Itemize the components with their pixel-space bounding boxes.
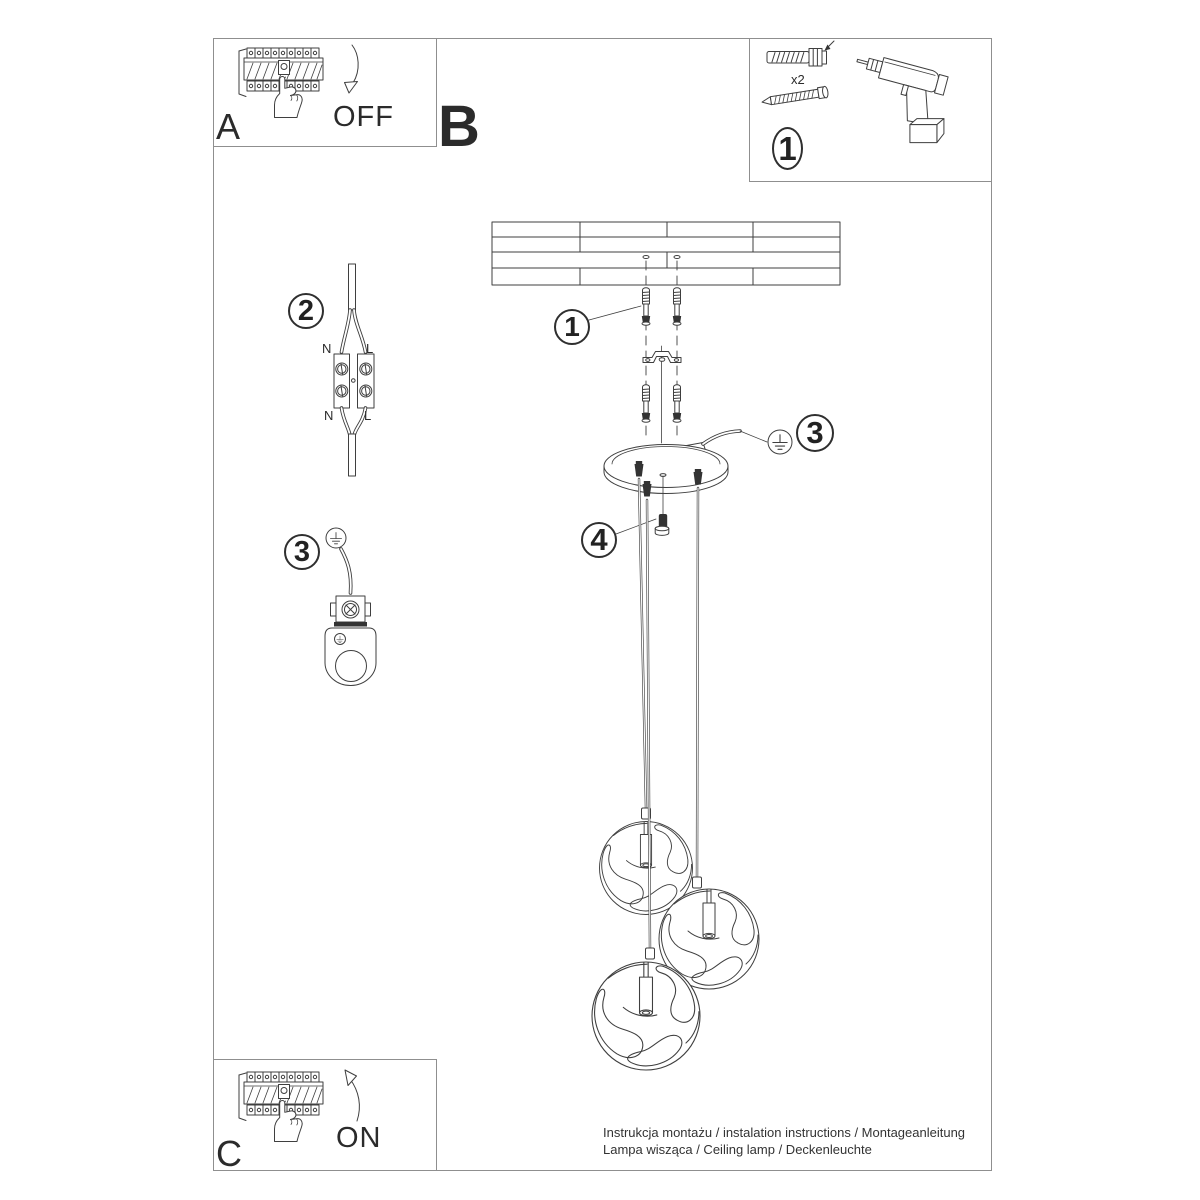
callout-3-grounding: 3 — [284, 534, 320, 570]
terminal-n-bottom-label: N — [324, 408, 334, 423]
cord-stopper-icon — [655, 514, 669, 535]
step-a-label: A — [216, 106, 241, 147]
terminal-l-top-label: L — [366, 341, 374, 356]
ceiling — [492, 222, 840, 285]
step-c-action-label: ON — [336, 1122, 382, 1154]
callout-3-canopy: 3 — [796, 414, 834, 452]
canopy-ground-wire — [703, 430, 792, 454]
mounting-bracket-icon — [643, 352, 681, 363]
callout-1-screws: 1 — [554, 309, 590, 345]
terminal-n-top-label: N — [322, 341, 332, 356]
anchor-quantity-label: x2 — [791, 72, 805, 87]
callout-4-cord: 4 — [581, 522, 617, 558]
step-a-action-label: OFF — [333, 101, 394, 133]
callout-1-leader — [589, 306, 641, 320]
drill-icon — [840, 51, 961, 151]
terminal-block-diagram — [334, 264, 374, 476]
footer-line-2: Lampa wisząca / Ceiling lamp / Deckenleuchte — [603, 1141, 872, 1157]
screw-icon — [761, 86, 829, 108]
arrow-down-icon — [345, 45, 359, 93]
callout-1-tools: 1 — [772, 127, 803, 170]
arrow-up-icon — [345, 1070, 359, 1121]
terminal-l-bottom-label: L — [364, 408, 372, 423]
wall-plug-icon — [767, 41, 834, 66]
callout-2-wiring: 2 — [288, 293, 324, 329]
pendant-shade-icon — [600, 808, 693, 915]
ground-bracket-diagram — [325, 528, 376, 686]
step-c-label: C — [216, 1133, 242, 1174]
canopy-icon — [604, 443, 728, 515]
footer-text — [603, 1125, 965, 1158]
callout-4-leader — [616, 519, 656, 534]
step-b-label: B — [438, 94, 480, 159]
footer-line-1: Instrukcja montażu / instalation instructions / Montageanleitung — [603, 1125, 966, 1140]
